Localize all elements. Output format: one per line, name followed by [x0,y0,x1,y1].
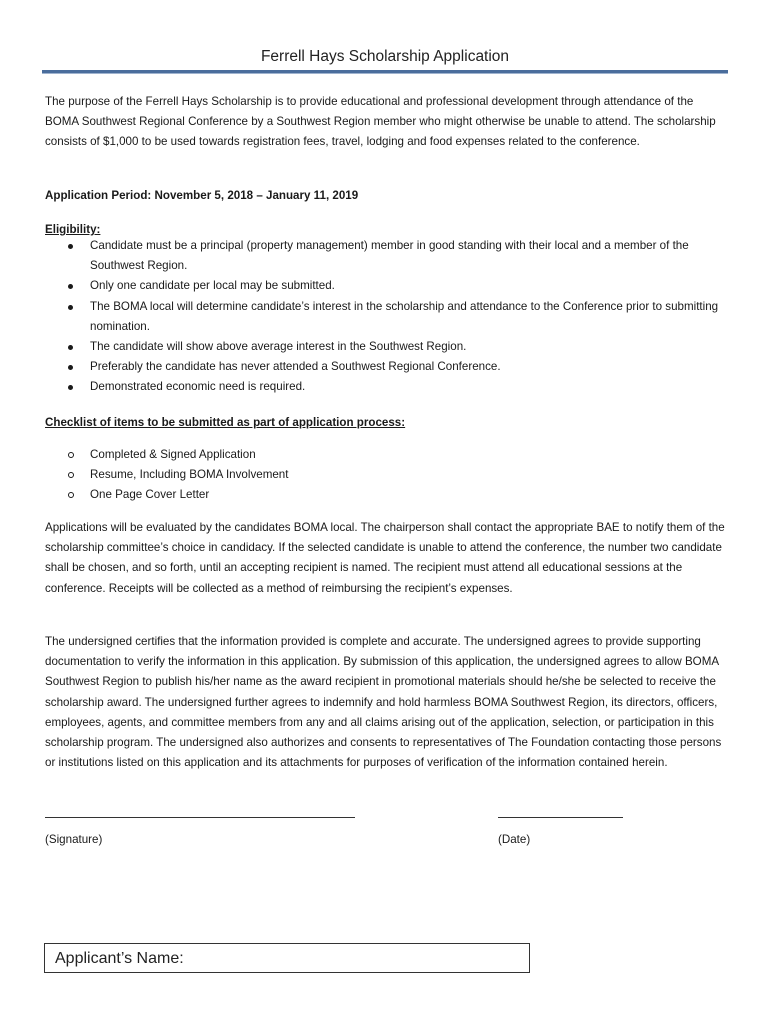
bullet-icon [68,305,73,310]
eligibility-item-text: Candidate must be a principal (property management) member in good standing with their local and a member of the Southwest Region. [90,239,689,273]
bullet-icon [68,365,73,370]
list-item [45,276,727,296]
eligibility-item-text: The BOMA local will determine candidate’s interest in the scholarship and attendance to the Conference prior to submitting nomination. [90,299,719,333]
checklist-heading: Checklist of items to be submitted as part of application process: [45,416,406,429]
application-period: Application Period: November 5, 2018 – January 11, 2019 [45,189,359,202]
list-item [45,377,727,397]
eligibility-list [45,236,727,398]
list-item [45,337,727,357]
eligibility-heading: Eligibility: [45,223,101,236]
eligibility-item-text: Only one candidate per local may be submitted. [90,279,335,293]
document-title: Ferrell Hays Scholarship Application [260,48,510,65]
checklist-item-text: One Page Cover Letter [90,488,210,502]
eligibility-item-text: Preferably the candidate has never attended a Southwest Regional Conference. [90,360,501,374]
signature-line[interactable] [45,817,355,818]
list-item [45,297,727,337]
list-item [45,465,727,485]
title-rule [42,70,728,74]
bullet-icon [68,345,73,350]
signature-label: (Signature) [45,833,103,846]
bullet-icon [68,385,73,390]
certification-paragraph: The undersigned certifies that the information provided is complete and accurate. The undersigned agrees to provide supporting documentation to verify the information in this application. By submission of this application, the undersigned agrees to allow BOMA Southwest Region to publish his/her name as the award recipient in promotional materials should he/she be selected to receive the scholarship award. The undersigned further agrees to indemnify and hold harmless BOMA Southwest Region, its directors, officers, employees, agents, and committee members from any and all claims arising out of the application, selection, or participation in this scholarship program. The undersigned also authorizes and consents to representatives of The Foundation contacting those persons or institutions listed on this application and its attachments for purposes of verification of the information contained herein. [45,635,722,770]
intro-paragraph: The purpose of the Ferrell Hays Scholarship is to provide educational and professional development through attendance of the BOMA Southwest Regional Conference by a Southwest Region member who might otherwise be unable to attend. The scholarship consists of $1,000 to be used towards registration fees, travel, lodging and food expenses related to the conference. [45,95,716,149]
applicant-name-field[interactable] [44,943,530,973]
circle-bullet-icon [68,452,74,458]
circle-bullet-icon [68,472,74,478]
circle-bullet-icon [68,492,74,498]
list-item [45,485,727,505]
evaluation-paragraph: Applications will be evaluated by the candidates BOMA local. The chairperson shall contact the appropriate BAE to notify them of the scholarship committee’s choice in candidacy. If the selected candidate is unable to attend the conference, the number two candidate shall be chosen, and so forth, until an accepting recipient is named. The recipient must attend all educational sessions at the conference. Receipts will be collected as a method of reimbursing the recipient’s expenses. [45,521,725,595]
date-label: (Date) [498,833,531,846]
bullet-icon [68,284,73,289]
checklist-item-text: Resume, Including BOMA Involvement [90,468,289,482]
checklist-item-text: Completed & Signed Application [90,448,256,461]
applicant-name-label: Applicant’s Name: [55,950,184,967]
bullet-icon [68,244,73,249]
list-item [45,236,727,276]
date-line[interactable] [498,817,623,818]
checklist-list [45,445,727,506]
eligibility-item-text: The candidate will show above average interest in the Southwest Region. [90,340,467,354]
eligibility-item-text: Demonstrated economic need is required. [90,380,306,394]
list-item [45,445,727,465]
list-item [45,357,727,377]
